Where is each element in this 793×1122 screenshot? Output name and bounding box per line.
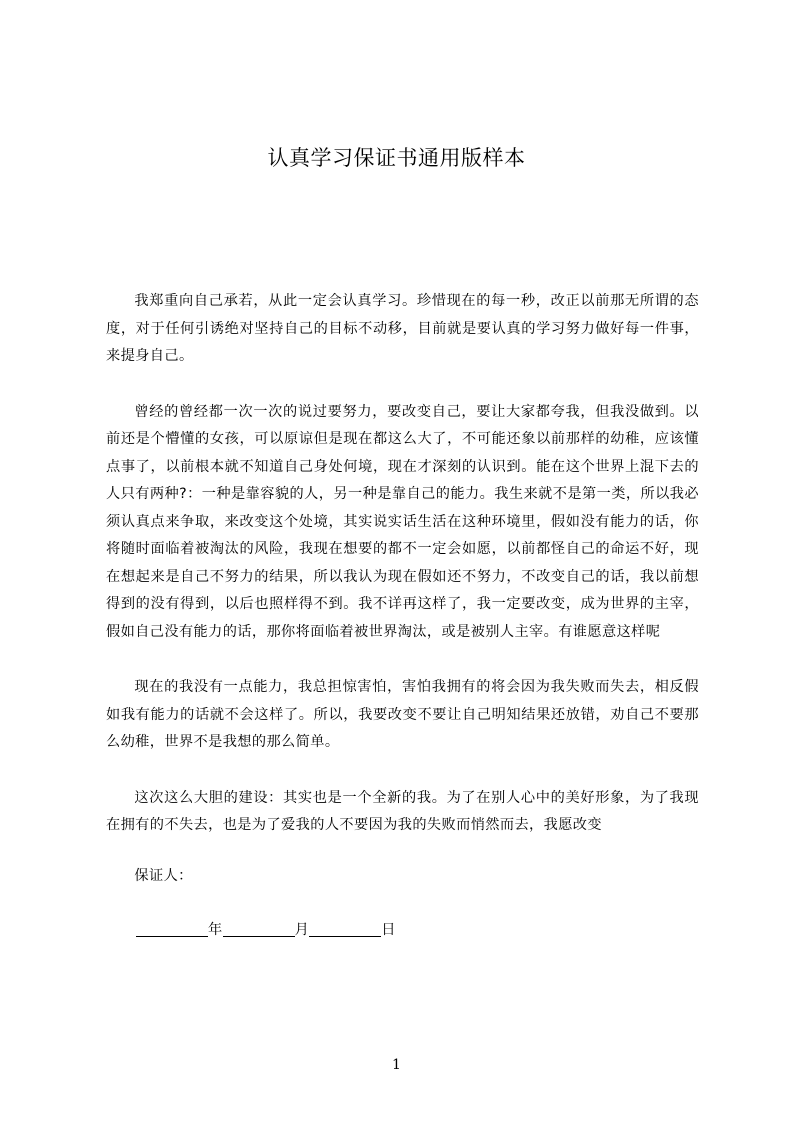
signature-label: 保证人：: [134, 867, 193, 884]
month-unit: 月: [294, 921, 310, 938]
day-unit: 日: [381, 921, 396, 938]
paragraph-current-state: 现在的我没有一点能力，我总担惊害怕，害怕我拥有的将会因为我失败而失去，相反假如我有能力的话就不会这样了。所以，我要改变不要让自己明知结果还放错，劝自己不要那么幼稚，世界不是我想的那么简单。: [106, 679, 699, 750]
month-blank: [223, 920, 295, 937]
year-blank: [136, 920, 208, 937]
paragraph-past-reflection: 曾经的曾经都一次一次的说过要努力，要改变自己，要让大家都夸我，但我没做到。以前还是个懵懂的女孩，可以原谅但是现在都这么大了，不可能还象以前那样的幼稚，应该懂点事了，以前根本就不知道自己身处何境，现在才深刻的认识到。能在这个世界上混下去的人只有两种?：一种是靠容貌的人，另一种是靠自己的能力。我生来就不是第一类，所以我必须认真点来争取，来改变这个处境，其实说实话生活在这种环境里，假如没有能力的话，你将随时面临着被淘汰的风险，我现在想要的都不一定会如愿，以前都怪自己的命运不好，现在想起来是自己不努力的结果，所以我认为现在假如还不努力，不改变自己的话，我以前想得到的没有得到，以后也照样得不到。我不详再这样了，我一定要改变，成为世界的主宰，假如自己没有能力的话，那你将面临着被世界淘汰，或是被别人主宰。有谁愿意这样呢: [106, 403, 699, 640]
day-blank: [309, 920, 381, 937]
document-body: [106, 288, 699, 944]
page-number: 1: [392, 1057, 401, 1073]
year-unit: 年: [208, 921, 223, 938]
document-title: 认真学习保证书通用版样本: [267, 146, 526, 170]
paragraph-commitment: 我郑重向自己承若，从此一定会认真学习。珍惜现在的每一秒，改正以前那无所谓的态度，对于任何引诱绝对坚持自己的目标不动移，目前就是要认真的学习努力做好每一件事，来提身自己。: [106, 293, 699, 364]
date-line: [106, 916, 699, 944]
paragraph-resolution: 这次这么大胆的建设：其实也是一个全新的我。为了在别人心中的美好形象，为了我现在拥有的不失去，也是为了爱我的人不要因为我的失败而悄然而去，我愿改变: [106, 789, 699, 833]
